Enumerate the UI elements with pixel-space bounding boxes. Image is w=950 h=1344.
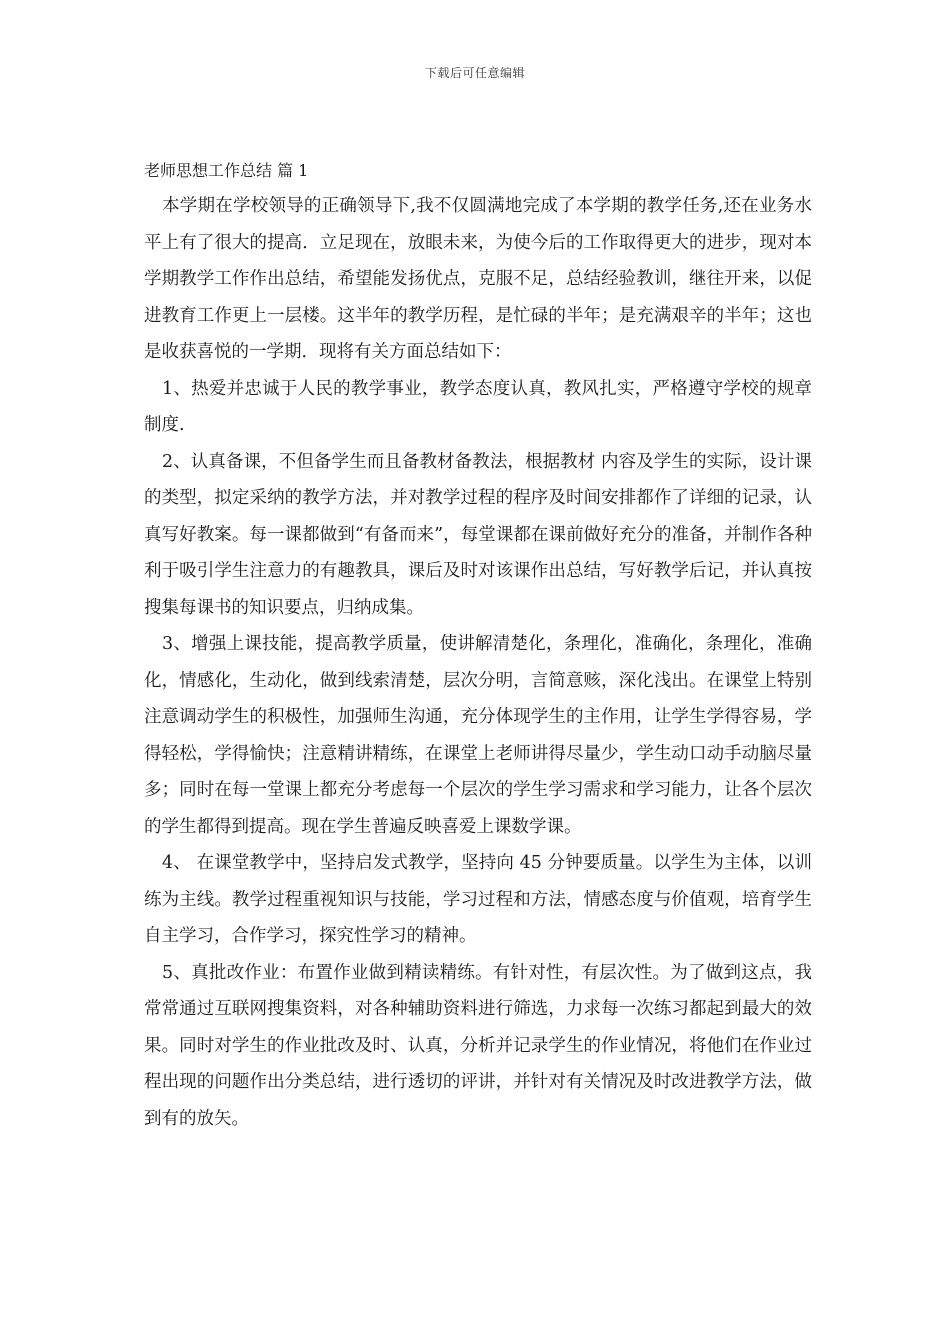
- paragraph-item-3: 3、增强上课技能，提高教学质量，使讲解清楚化，条理化，准确化，条理化，准确化，情感化，生动化，做到线索清楚，层次分明，言简意赅，深化浅出。在课堂上特别注意调动学生的积极性，加强师生沟通，充分体现学生的主作用，让学生学得容易，学得轻松，学得愉快；注意精讲精练，在课堂上老师讲得尽量少，学生动口动手动脑尽量多；同时在每一堂课上都充分考虑每一个层次的学生学习需求和学习能力，让各个层次的学生都得到提高。现在学生普遍反映喜爱上课数学课。: [144, 634, 812, 837]
- page-header-note: 下载后可任意编辑: [424, 66, 525, 80]
- paragraph-intro: 本学期在学校领导的正确领导下,我不仅圆满地完成了本学期的教学任务,还在业务水平上有了很大的提高．立足现在，放眼未来，为使今后的工作取得更大的进步，现对本学期教学工作作出总结，希望能发扬优点，克服不足，总结经验教训，继往开来，以促进教育工作更上一层楼。这半年的教学历程，是忙碌的半年；是充满艰辛的半年；这也是收获喜悦的一学期．现将有关方面总结如下：: [144, 196, 812, 362]
- paragraph-item-1: 1、热爱并忠诚于人民的教学事业，教学态度认真，教风扎实，严格遵守学校的规章制度.: [144, 378, 812, 435]
- paragraph-item-2: 2、认真备课，不但备学生而且备教材备教法，根据教材 内容及学生的实际，设计课的类型，拟定采纳的教学方法，并对教学过程的程序及时间安排都作了详细的记录，认真写好教案。每一课都做到“有备而来”，每堂课都在课前做好充分的准备，并制作各种利于吸引学生注意力的有趣教具，课后及时对该课作出总结，写好教学后记，并认真按搜集每课书的知识要点，归纳成集。: [144, 451, 812, 618]
- document-title: 老师思想工作总结 篇 1: [144, 161, 309, 180]
- paragraph-item-5: 5、真批改作业：布置作业做到精读精练。有针对性，有层次性。为了做到这点，我常常通过互联网搜集资料，对各种辅助资料进行筛选，力求每一次练习都起到最大的效果。同时对学生的作业批改及时、认真，分析并记录学生的作业情况，将他们在作业过程出现的问题作出分类总结，进行透切的评讲，并针对有关情况及时改进教学方法，做到有的放矢。: [144, 962, 812, 1129]
- document-body: [144, 158, 812, 1137]
- paragraph-item-4: 4、 在课堂教学中，坚持启发式教学，坚持向 45 分钟要质量。以学生为主体，以训练为主线。教学过程重视知识与技能，学习过程和方法，情感态度与价值观，培育学生自主学习，合作学习，探究性学习的精神。: [144, 853, 812, 946]
